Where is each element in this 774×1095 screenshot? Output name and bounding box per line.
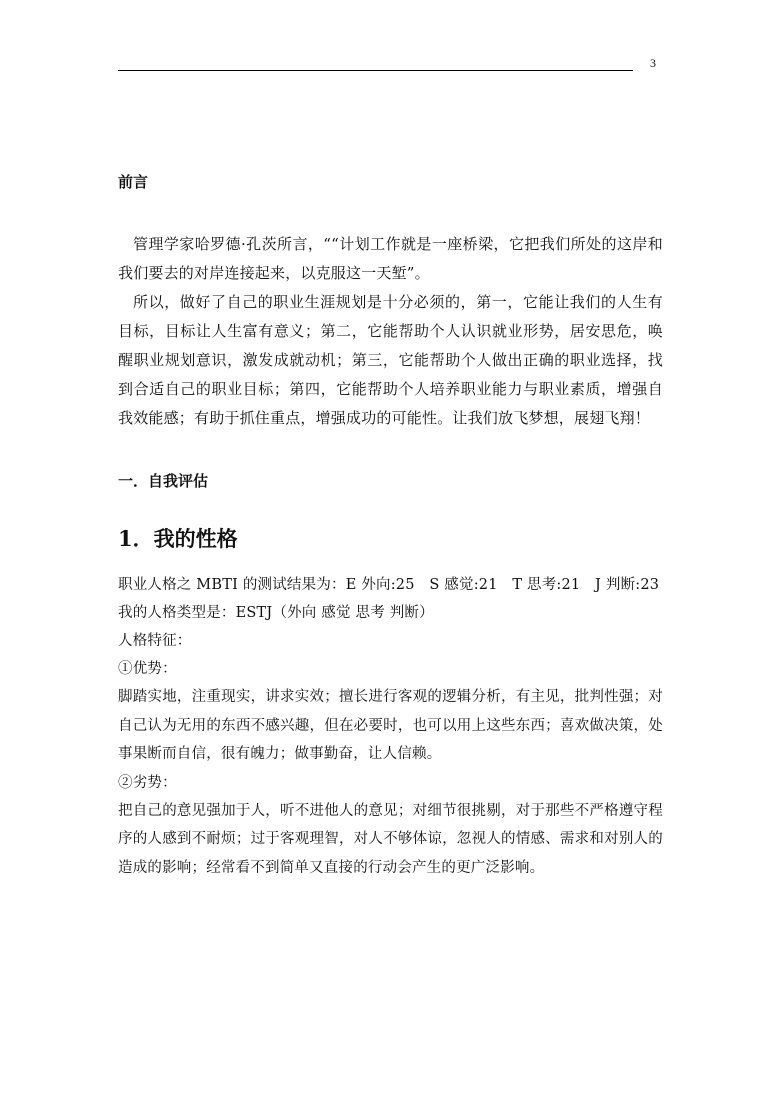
preface-paragraph-2: 所以，做好了自己的职业生涯规划是十分必须的，第一，它能让我们的人生有目标，目标让人生富有意义；第二，它能帮助个人认识就业形势，居安思危，唤醒职业规划意识，激发成就动机；第三，它能帮助个人做出正确的职业选择，找到合适自己的职业目标；第四，它能帮助个人培养职业能力与职业素质，增强自我效能感；有助于抓住重点，增强成功的可能性。让我们放飞梦想，展翅飞翔！ bbox=[118, 293, 663, 427]
strengths-text: 脚踏实地，注重现实，讲求实效；擅长进行客观的逻辑分析，有主见，批判性强；对自己认为无用的东西不感兴趣，但在必要时，也可以用上这些东西；喜欢做决策，处事果断而自信，很有魄力；做事勤奋，让人信赖。 bbox=[118, 689, 663, 762]
weaknesses-text: 把自己的意见强加于人，听不进他人的意见；对细节很挑剔，对于那些不严格遵守程序的人感到不耐烦；过于客观理智，对人不够体谅，忽视人的情感、需求和对别人的造成的影响；经常看不到简单又直接的行动会产生的更广泛影响。 bbox=[118, 802, 663, 876]
section-self-assessment-heading: 一．自我评估 bbox=[118, 472, 209, 490]
document-body bbox=[118, 166, 663, 882]
strengths-label: ①优势： bbox=[118, 661, 177, 677]
preface-paragraph-1: 管理学家哈罗德·孔茨所言，““计划工作就是一座桥梁，它把我们所处的这岸和我们要去的对岸连接起来，以克服这一天堑”。 bbox=[118, 235, 663, 282]
subsection-personality-heading: 1．我的性格 bbox=[118, 526, 238, 551]
traits-label: 人格特征： bbox=[118, 633, 192, 649]
page-header bbox=[118, 56, 658, 74]
header-rule bbox=[118, 70, 633, 71]
personality-type-line: 我的人格类型是：ESTJ（外向 感觉 思考 判断） bbox=[118, 605, 434, 621]
preface-heading: 前言 bbox=[118, 173, 149, 191]
page-number: 3 bbox=[650, 56, 656, 70]
mbti-result-line: 职业人格之 MBTI 的测试结果为：E 外向:25 S 感觉:21 T 思考:21 J 判断:23 bbox=[118, 577, 660, 593]
weaknesses-label: ②劣势： bbox=[118, 774, 177, 791]
